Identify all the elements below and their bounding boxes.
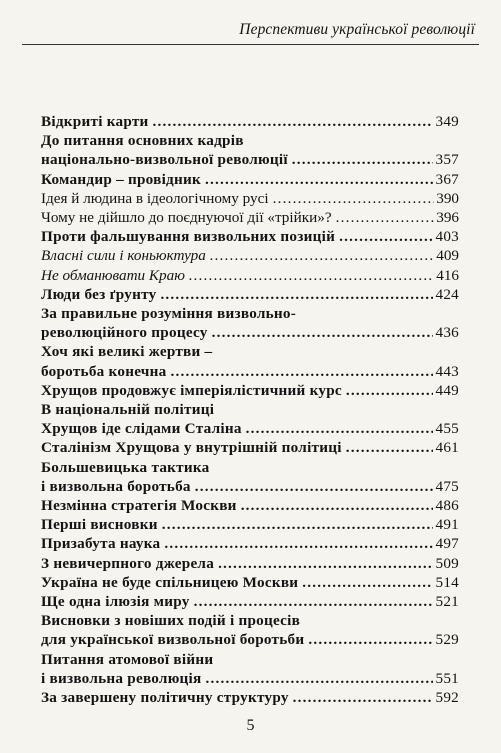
toc-entry-title-line: Хоч які великі жертви – [41, 343, 213, 361]
toc-entry-row [41, 285, 459, 304]
toc-entry-page: 396 [436, 209, 459, 227]
toc-entry-title: Власні сили і коньюктура [41, 247, 206, 265]
toc-entry-row [41, 246, 459, 265]
dot-leader [336, 208, 435, 227]
toc-entry-title-line: До питання основних кадрів [41, 132, 244, 150]
toc-entry-row [41, 496, 459, 515]
dot-leader [212, 323, 434, 342]
toc-entry [41, 112, 459, 131]
toc-entry-title-line: Висновки з новіших подій і процесів [41, 612, 301, 630]
toc-entry-page: 390 [436, 189, 459, 207]
dot-leader [273, 189, 435, 208]
running-head-title: Перспективи української революції [239, 21, 475, 38]
toc-entry-title-line: За правильне розуміння визвольно- [41, 305, 297, 323]
toc-entry [41, 131, 459, 169]
toc-entry-title: Призабута наука [41, 535, 161, 553]
toc-entry-page: 509 [435, 554, 459, 572]
dot-leader [189, 266, 434, 285]
toc-entry [41, 170, 459, 189]
toc-entry-page: 551 [435, 669, 459, 687]
toc-entry-row [41, 150, 459, 169]
toc-entry-row [41, 419, 459, 438]
toc-entry-title: Відкриті карти [41, 113, 149, 130]
toc-entry-title: Хрущов продовжує імперіялістичний курс [41, 381, 342, 399]
toc-entry [41, 285, 459, 304]
toc-entry [41, 611, 459, 649]
toc-entry-page: 529 [435, 631, 459, 649]
toc-entry-page: 491 [435, 516, 459, 534]
toc-entry-page: 592 [435, 689, 459, 707]
toc-entry-row [41, 227, 459, 246]
toc-entry-page: 486 [435, 497, 459, 515]
toc-entry-row [41, 170, 459, 189]
toc-entry-title: Сталінізм Хрущова у внутрішній політиці [41, 439, 342, 457]
toc-entry [41, 650, 459, 688]
toc-entry [41, 534, 459, 553]
dot-leader [205, 170, 433, 189]
toc-entry [41, 688, 459, 707]
toc-entry-page: 409 [436, 247, 459, 265]
dot-leader [164, 534, 433, 553]
dot-leader [206, 669, 434, 688]
toc-entry-page: 367 [435, 170, 459, 188]
toc-entry [41, 227, 459, 246]
toc-entry-page: 497 [435, 535, 459, 553]
toc-entry-row [41, 630, 459, 649]
toc-entry-row [41, 112, 459, 131]
toc-entry [41, 400, 459, 438]
toc-entry-title: З невичерпного джерела [41, 554, 215, 572]
toc-entry-title: національно-визвольної революції [41, 151, 288, 169]
toc-entry-page: 436 [435, 324, 459, 342]
toc-entry-title: Чому не дійшло до поєднуючої дії «трійки»? [41, 209, 332, 227]
toc-entry-row [41, 362, 459, 381]
toc-entry-page: 403 [435, 228, 459, 246]
toc-entry [41, 246, 459, 265]
dot-leader [292, 150, 434, 169]
toc-entry-row [41, 554, 459, 573]
toc-entry-row [41, 688, 459, 707]
dot-leader [246, 419, 434, 438]
toc-entry-row [41, 208, 459, 227]
toc-entry-title: революційного процесу [41, 324, 208, 342]
dot-leader [195, 477, 434, 496]
dot-leader [241, 496, 434, 515]
toc-entry-title: боротьба конечна [41, 362, 167, 380]
toc-entry-page: 416 [436, 266, 459, 284]
toc-entry-row [41, 323, 459, 342]
toc-entry-title-line: Большевицька тактика [41, 458, 210, 476]
dot-leader [170, 362, 433, 381]
toc-entry-title: для української визвольної боротьби [41, 631, 305, 649]
dot-leader [346, 438, 434, 457]
toc-entry [41, 554, 459, 573]
toc-entry-row [41, 592, 459, 611]
toc-entry-page: 461 [435, 439, 459, 457]
toc-entry-title: Незмінна стратегія Москви [41, 497, 237, 515]
toc-entry-page: 424 [435, 285, 459, 303]
toc-entry [41, 381, 459, 400]
toc-entry-row [41, 573, 459, 592]
toc-entry-title: Командир – провідник [41, 170, 201, 188]
dot-leader [162, 515, 434, 534]
page-number: 5 [246, 717, 255, 734]
toc-entry [41, 496, 459, 515]
toc-entry-page: 514 [435, 573, 459, 591]
toc-entry-row [41, 515, 459, 534]
toc-entry-title: Перші висновки [41, 516, 158, 534]
running-header [22, 14, 479, 45]
dot-leader [346, 381, 434, 400]
toc-entry-title: Проти фальшування визвольних позицій [41, 228, 336, 246]
table-of-contents [41, 112, 459, 707]
toc-entry-page: 475 [435, 477, 459, 495]
toc-entry-row [41, 381, 459, 400]
toc-entry-row [41, 477, 459, 496]
toc-entry [41, 304, 459, 342]
toc-entry-row [41, 669, 459, 688]
toc-entry-row [41, 266, 459, 285]
toc-entry-title-line: В національній політиці [41, 401, 215, 419]
dot-leader [194, 592, 434, 611]
toc-entry-title: і визвольна боротьба [41, 477, 191, 495]
toc-entry [41, 438, 459, 457]
toc-entry [41, 458, 459, 496]
toc-entry [41, 189, 459, 208]
toc-entry-page: 455 [435, 420, 459, 438]
toc-entry-title: Ще одна ілюзія миру [41, 593, 190, 611]
dot-leader [339, 227, 433, 246]
toc-entry-row [41, 189, 459, 208]
toc-entry-page: 357 [435, 151, 459, 169]
dot-leader [293, 688, 434, 707]
toc-entry-page: 349 [435, 113, 459, 130]
toc-entry-title: Не обманювати Краю [41, 266, 185, 284]
toc-entry-title: Хрущов іде слідами Сталіна [41, 420, 242, 438]
dot-leader [308, 630, 433, 649]
toc-entry-title: Ідея й людина в ідеологічному русі [41, 189, 269, 207]
toc-entry-title: і визвольна революція [41, 669, 202, 687]
toc-entry-page: 449 [435, 381, 459, 399]
dot-leader [160, 285, 433, 304]
toc-entry [41, 515, 459, 534]
toc-entry-title: Люди без ґрунту [41, 285, 157, 303]
dot-leader [218, 554, 433, 573]
toc-entry [41, 208, 459, 227]
dot-leader [153, 112, 434, 131]
dot-leader [210, 246, 434, 265]
toc-entry-page: 521 [435, 593, 459, 611]
toc-entry [41, 573, 459, 592]
toc-entry-title: Україна не буде спільницею Москви [41, 573, 299, 591]
toc-entry [41, 266, 459, 285]
dot-leader [302, 573, 433, 592]
toc-entry-title-line: Питання атомової війни [41, 650, 214, 668]
toc-entry-title: За завершену політичну структуру [41, 689, 289, 707]
toc-entry-row [41, 534, 459, 553]
toc-entry-row [41, 438, 459, 457]
toc-entry [41, 592, 459, 611]
toc-entry-page: 443 [435, 362, 459, 380]
toc-entry [41, 342, 459, 380]
